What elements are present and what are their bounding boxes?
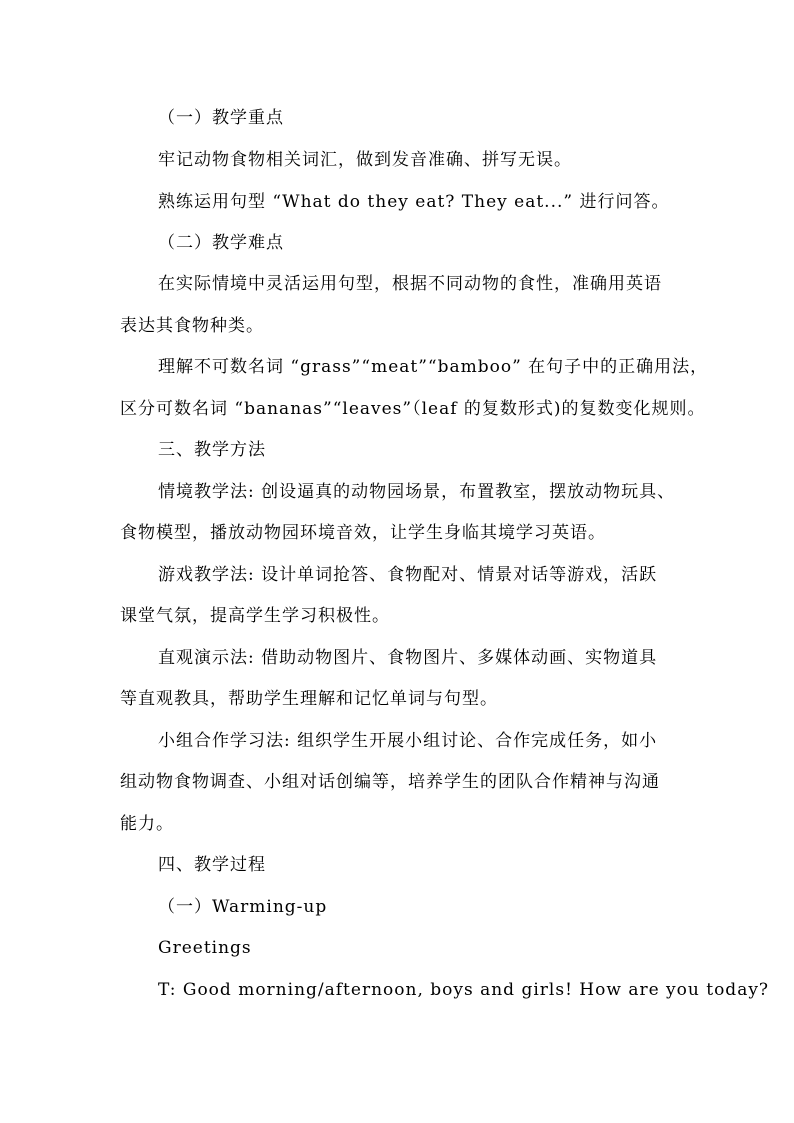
paragraph-line: 能力。 <box>120 814 174 834</box>
paragraph-line: 游戏教学法: 设计单词抢答、食物配对、情景对话等游戏，活跃 <box>158 565 658 585</box>
paragraph-line: 食物模型，播放动物园环境音效，让学生身临其境学习英语。 <box>120 523 606 543</box>
paragraph-line: 表达其食物种类。 <box>120 316 264 336</box>
section-heading-teaching-process: 四、教学过程 <box>158 855 266 875</box>
subheading-teaching-focus: （一）教学重点 <box>158 108 284 128</box>
paragraph-line: 区分可数名词 “bananas”“leaves”（leaf 的复数形式)的复数变化规则。 <box>120 399 706 419</box>
paragraph-line: 在实际情境中灵活运用句型，根据不同动物的食性，准确用英语 <box>158 274 662 294</box>
paragraph-line: 理解不可数名词 “grass”“meat”“bamboo” 在句子中的正确用法， <box>158 357 709 377</box>
paragraph-line: 牢记动物食物相关词汇，做到发音准确、拼写无误。 <box>158 150 572 170</box>
subheading-teaching-difficulty: （二）教学难点 <box>158 233 284 253</box>
paragraph-line: 直观演示法: 借助动物图片、食物图片、多媒体动画、实物道具 <box>158 648 658 668</box>
paragraph-line: T: Good morning/afternoon, boys and girls! How are you today? <box>158 980 770 1000</box>
paragraph-line: 熟练运用句型 “What do they eat? They eat...” 进行问答。 <box>158 192 670 212</box>
section-heading-teaching-methods: 三、教学方法 <box>158 440 266 460</box>
paragraph-line: 小组合作学习法: 组织学生开展小组讨论、合作完成任务，如小 <box>158 731 658 751</box>
paragraph-line: 情境教学法: 创设逼真的动物园场景，布置教室，摆放动物玩具、 <box>158 482 676 502</box>
paragraph-line: 组动物食物调查、小组对话创编等，培养学生的团队合作精神与沟通 <box>120 772 660 792</box>
paragraph-line: 等直观教具，帮助学生理解和记忆单词与句型。 <box>120 689 498 709</box>
subheading-warming-up: （一）Warming-up <box>158 897 328 917</box>
paragraph-line: Greetings <box>158 938 252 958</box>
paragraph-line: 课堂气氛，提高学生学习积极性。 <box>120 606 390 626</box>
